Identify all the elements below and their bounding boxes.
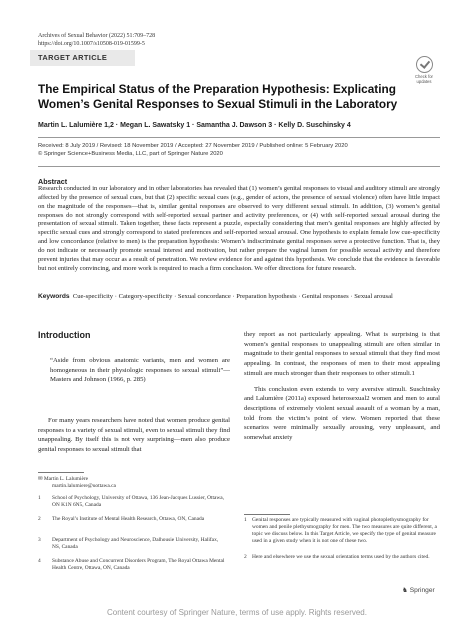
- affiliation: 4 Substance Abuse and Concurrent Disorders Program, The Royal Ottawa Mental Health Centre, Ottawa, ON, Canada: [38, 558, 225, 571]
- introduction-heading: Introduction: [38, 330, 91, 340]
- intro-paragraph: For many years researchers have noted that women produce genital responses to a variety of sexual stimuli, even to sexual stimuli they find unappealing. By itself this is not very surprising—men also produce genital responses to sexual stimuli that: [38, 417, 230, 454]
- intro-paragraph-continued: they report as not particularly appealing. What is surprising is that women’s genital responses to unappealing stimuli are often similar in magnitude to their genital responses to sexual stimuli that they find most appealing. In contrast, the responses of men to their most appealing stimuli are much stronger than their responses to other stimuli.1: [244, 331, 440, 377]
- journal-info: [38, 32, 155, 48]
- affiliation: 2 The Royal’s Institute of Mental Health Research, Ottawa, ON, Canada: [38, 516, 205, 522]
- keywords-label: Keywords: [38, 293, 70, 300]
- article-title: The Empirical Status of the Preparation Hypothesis: Explicating Women’s Genital Responses to Sexual Stimuli in the Laboratory: [38, 82, 398, 111]
- epigraph-quote: “Aside from obvious anatomic variants, men and women are homogeneous in their physiologic responses to sexual stimuli”—Masters and Johnson (1966, p. 285): [50, 357, 230, 384]
- keywords: [38, 292, 440, 301]
- abstract-text: Research conducted in our laboratory and in other laboratories has revealed that (1) women’s genital responses to visual and auditory stimuli are strongly affected by the presence of sexual cues, but that (2) specific sexual cues (e.g., gender of actors, the presence of sexual violence) often have little impact on the magnitude of the responses—that is, similar genital responses are observed to very different sexual stimuli. In addition, (3) women’s genital responses do not strongly correspond with self-reported sexual partner and activity preferences, or (4) with self-reported sexual arousal during the presentation of sexual stimuli. Taken together, these facts represent a puzzle, especially considering that men’s genital responses are highly affected by specific sexual cues and strongly correspond to stated preferences and self-reported sexual arousal. One hypothesis to explain female low cue-specificity and low concordance (relative to men) is the preparation hypothesis: Women’s indiscriminate genital responses serve a protective function. That is, they do not indicate or necessarily promote sexual interest and motivation, but rather prepare the vaginal lumen for possible sexual activity and therefore prevent injuries that may occur as a result of penetration. We review evidence for and against this hypothesis. We conclude that the evidence is favorable but not entirely convincing, and more work is required to reach a firm conclusion. We offer directions for future research.: [38, 185, 440, 272]
- keywords-list: Cue-specificity · Category-specificity · Sexual concordance · Preparation hypothesis · Genital responses · Sexual arousal: [72, 293, 393, 300]
- check-for-updates-button[interactable]: [409, 56, 439, 84]
- springer-horse-icon: ♞: [402, 587, 408, 594]
- right-column-text: [244, 330, 440, 443]
- publisher-logo: ♞ Springer: [402, 587, 435, 594]
- footnote-divider: [38, 472, 84, 473]
- intro-paragraph: This conclusion even extends to very aversive stimuli. Suschinsky and Lalumière (2011a) exposed heterosexual2 women and men to aural descriptions of extremely violent sexual assault of a woman by a man, told from the victim’s point of view. Women reported that these scenarios were minimally sexually arousing, very unpleasant, and somewhat anxiety: [244, 385, 440, 442]
- check-updates-label: Check for updates: [415, 74, 433, 84]
- courtesy-notice: Content courtesy of Springer Nature, terms of use apply. Rights reserved.: [107, 608, 367, 617]
- divider: [38, 166, 440, 167]
- journal-citation: Archives of Sexual Behavior (2022) 51:709–728: [38, 33, 156, 39]
- doi-link[interactable]: https://doi.org/10.1007/s10508-019-01599-5: [38, 41, 145, 47]
- footnote: 1 Genital responses are typically measured with vaginal photoplethysmography for women and penile plethysmography for men. The two measures are quite different, a topic we discuss below. In this Target Article, we specify the type of genital measure used in a given study when it is not one of these two.: [244, 517, 437, 544]
- author-list: Martin L. Lalumière 1,2 · Megan L. Sawatsky 1 · Samantha J. Dawson 3 · Kelly D. Suschinsky 4: [38, 122, 351, 129]
- affiliation: 3 Department of Psychology and Neuroscience, Dalhousie University, Halifax, NS, Canada: [38, 537, 219, 550]
- article-type: TARGET ARTICLE: [38, 53, 108, 62]
- correspondence: [38, 476, 230, 490]
- affiliation: 1 School of Psychology, University of Ottawa, 136 Jean-Jacques Lussier, Ottawa, ON K1N 6N5, Canada: [38, 495, 225, 508]
- abstract-heading: Abstract: [38, 177, 68, 186]
- check-updates-icon: [416, 56, 433, 73]
- footnote-divider: [244, 514, 290, 515]
- footnote: 2 Here and elsewhere we use the sexual orientation terms used by the authors cited.: [244, 554, 430, 560]
- corresponding-author: ✉ Martin L. Lalumière: [38, 476, 89, 482]
- article-dates: Received: 8 July 2019 / Revised: 18 November 2019 / Accepted: 27 November 2019 / Published online: 5 February 2020 © Springer Science+Business Media, LLC, part of Springer Nature 2020: [38, 143, 348, 157]
- author-email[interactable]: martin.lalumiere@uottawa.ca: [52, 483, 116, 489]
- divider: [38, 137, 440, 138]
